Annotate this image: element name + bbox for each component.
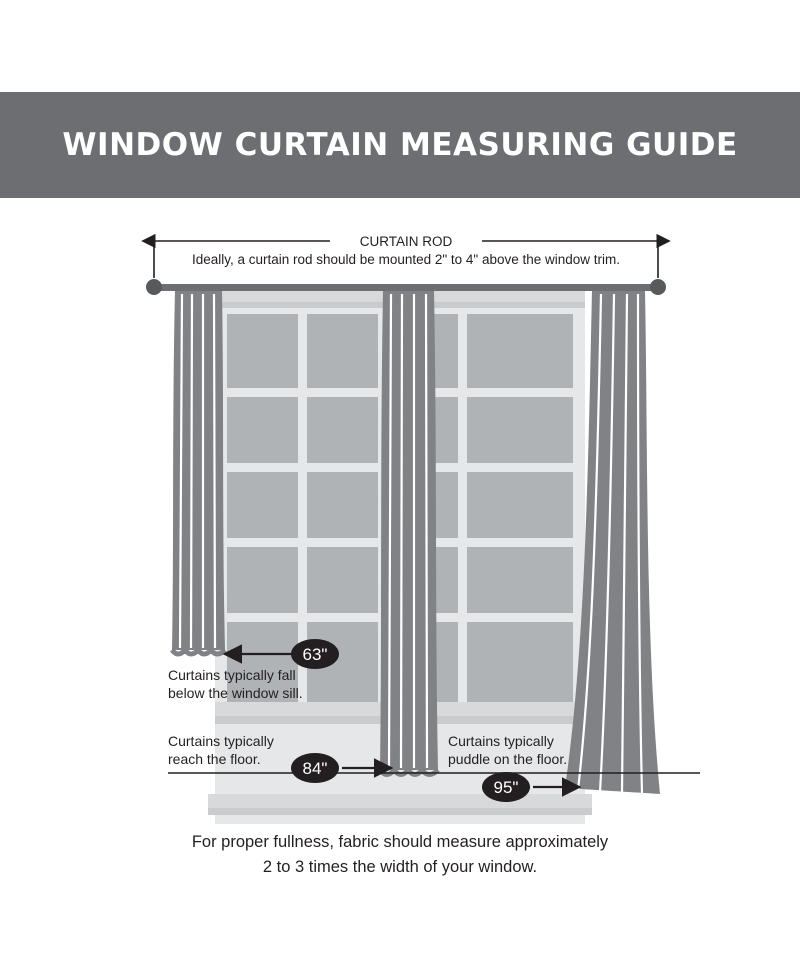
annotation-63-line2: below the window sill. <box>168 685 303 701</box>
badge-84-label: 84" <box>302 759 328 778</box>
curtain-panel-84 <box>380 290 438 775</box>
annotation-84-line1: Curtains typically <box>168 733 274 749</box>
annotation-63-line1: Curtains typically fall <box>168 667 296 683</box>
footer-line-1: For proper fullness, fabric should measure approximately <box>191 833 609 851</box>
footer-note <box>0 830 800 880</box>
header-band <box>0 92 800 198</box>
curtain-measuring-diagram <box>0 198 800 838</box>
rod-note: Ideally, a curtain rod should be mounted 2" to 4" above the window trim. <box>191 252 621 267</box>
rod-measure-group <box>154 234 658 278</box>
annotation-95-line2: puddle on the floor. <box>448 751 568 767</box>
diagram-svg <box>0 198 800 838</box>
annotation-95-line1: Curtains typically <box>448 733 554 749</box>
page-title: WINDOW CURTAIN MEASURING GUIDE <box>62 127 738 163</box>
footer-line-2: 2 to 3 times the width of your window. <box>262 858 538 876</box>
badge-95-label: 95" <box>493 778 519 797</box>
rod-label: CURTAIN ROD <box>359 234 453 249</box>
curtain-panel-63 <box>172 290 225 654</box>
badge-63-label: 63" <box>302 645 328 664</box>
annotation-84-line2: reach the floor. <box>168 751 261 767</box>
